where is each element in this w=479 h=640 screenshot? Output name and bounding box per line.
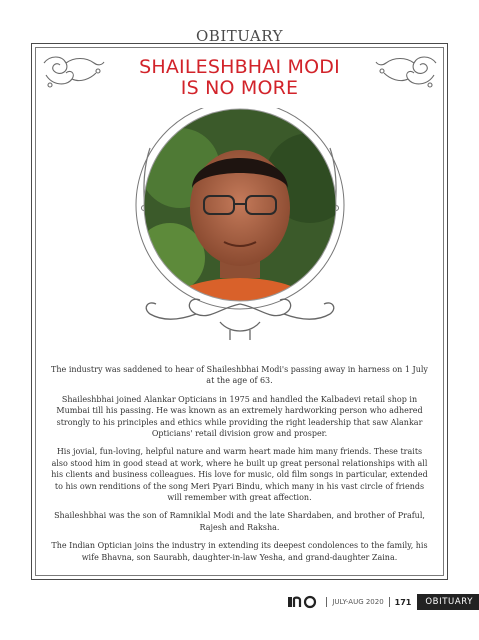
article-paragraph: The industry was saddened to hear of Shaileshbhai Modi's passing away in harness on 1 July at the age of 63.	[51, 365, 428, 386]
headline	[0, 57, 479, 99]
headline-line-1: SHAILESHBHAI MODI	[139, 56, 340, 78]
article-paragraph: Shaileshbhai joined Alankar Opticians in 1975 and handled the Kalbadevi retail shop in Mumbai till his passing. He was known as an extremely hardworking person who adhered strongly to his principles and ethics while providing the right leadership that saw Alankar Opticians' retail division grow and prosper.	[56, 394, 423, 439]
bottom-scroll-ornament	[146, 299, 334, 340]
footer-issue: JULY-AUG 2020	[332, 598, 384, 606]
footer-separator	[326, 597, 327, 607]
footer-page-number: 171	[394, 597, 412, 607]
headline-line-2: IS NO MORE	[180, 77, 299, 99]
page-footer	[287, 594, 479, 610]
section-title: OBITUARY	[196, 27, 283, 45]
portrait-ornament	[120, 108, 360, 348]
footer-section-tag: OBITUARY	[417, 594, 479, 610]
portrait-frame	[120, 108, 360, 348]
article-paragraph: Shaileshbhai was the son of Ramniklal Modi and the late Shardaben, and brother of Praful, Rajesh and Raksha.	[54, 511, 425, 532]
article-paragraph: The Indian Optician joins the industry in extending its deepest condolences to the family, his wife Bhavna, son Saurabh, daughter-in-law Yesha, and grand-daughter Zaina.	[51, 541, 428, 562]
footer-separator	[389, 597, 390, 607]
article-body	[48, 364, 431, 570]
article-paragraph: His jovial, fun-loving, helpful nature and warm heart made him many friends. These traits also stood him in good stead at work, where he built up great personal relationships with all his clients and business colleagues. His love for music, old film songs in particular, extended to his own renditions of the song Meri Pyari Bindu, which many in his vast circle of friends will remember with great affection.	[51, 447, 428, 503]
magazine-logo-icon	[287, 595, 321, 609]
